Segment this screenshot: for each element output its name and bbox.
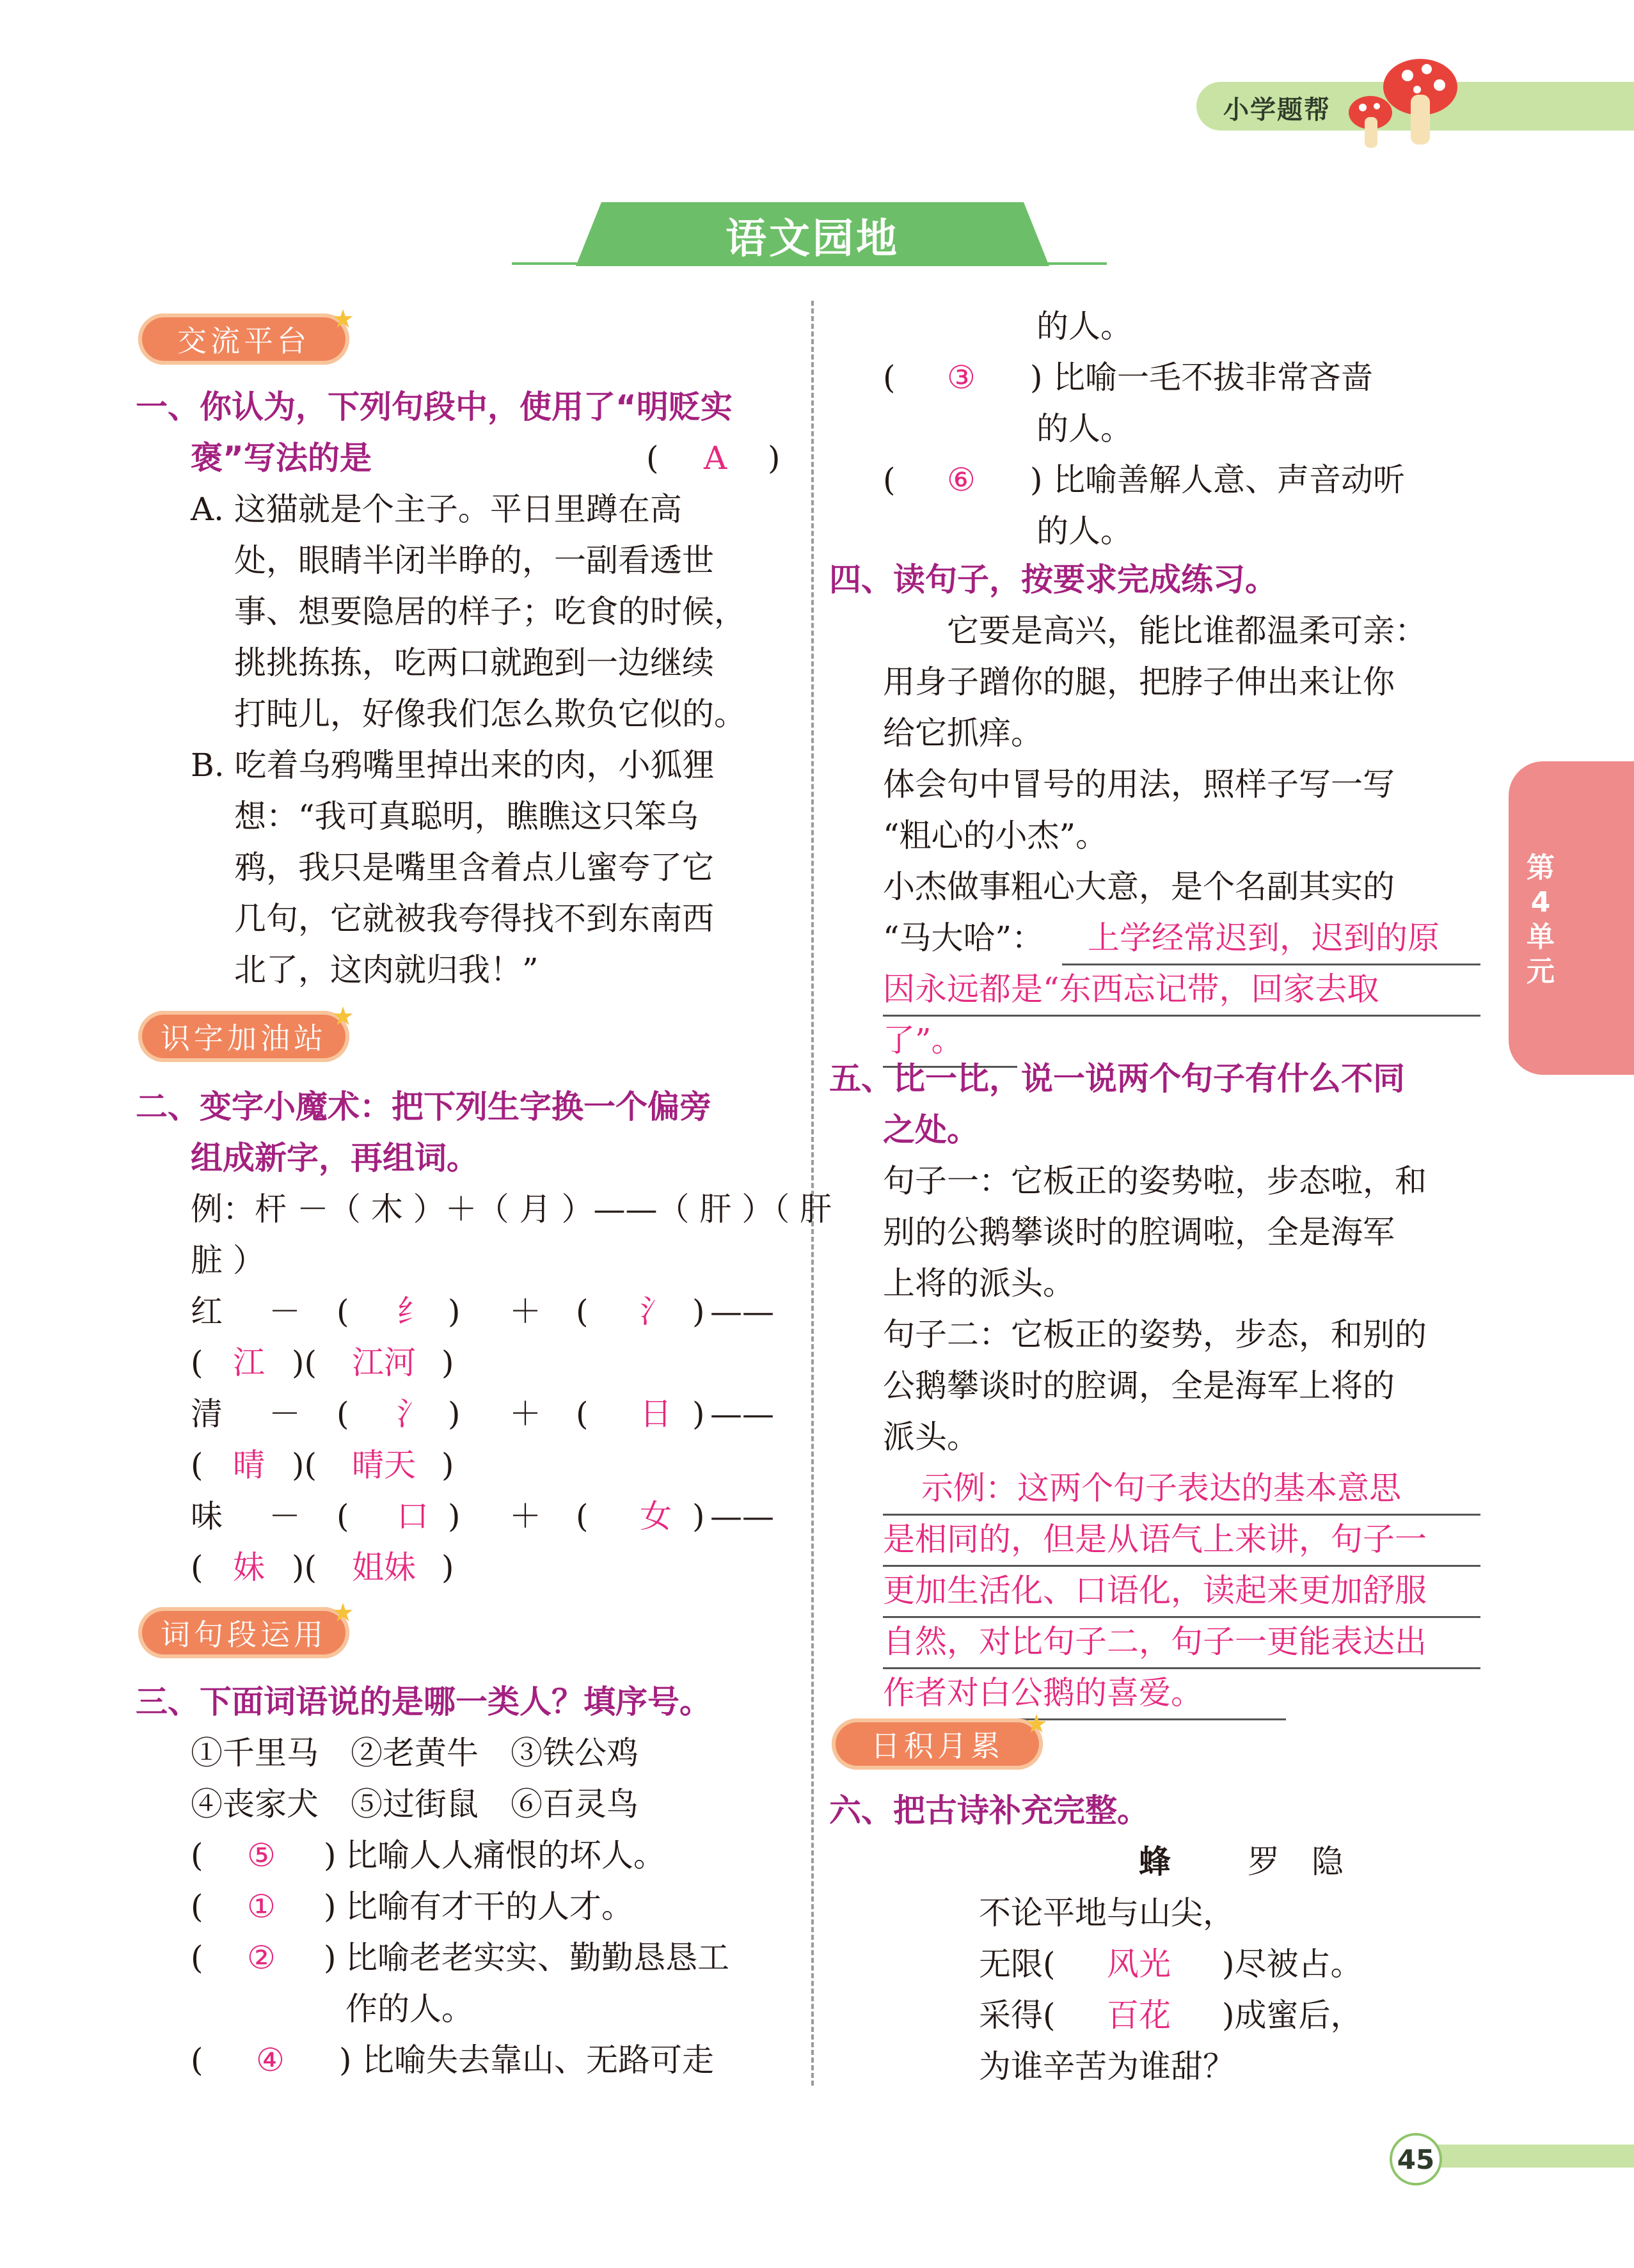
q3-paren: ) (1030, 461, 1043, 498)
q2-paren: ) (692, 1395, 705, 1432)
q1-answer: A (704, 440, 727, 477)
q2-paren: ) (441, 1549, 454, 1586)
q3-item-text-cont: 作的人。 (345, 1990, 473, 2027)
q1-option-b-line: B. 吃着乌鸦嘴里掉出来的肉，小狐狸 (191, 747, 715, 784)
section-badge-label: 交流平台 (177, 324, 310, 358)
q3-answer: ④ (256, 2042, 285, 2079)
q2-example-line1: 例：杆 －（ 木 ）＋（ 月 ）——（ 肝 ）（ 肝 (191, 1191, 832, 1228)
section-badge-literacy (138, 1002, 354, 1062)
q1-stem-line2: 褒”写法的是 (191, 440, 372, 477)
q1-option-b-line: 几句，它就被我夸得找不到东南西 (234, 900, 714, 937)
star-icon: ★ (1025, 1709, 1048, 1739)
star-icon: ★ (331, 1598, 354, 1628)
q3-paren: ) (1030, 359, 1043, 396)
poem-line-post: )尽被占。 (1222, 1946, 1363, 1983)
q3-item-text: 比喻人人痛恨的坏人。 (345, 1837, 665, 1874)
q2-paren: )( (292, 1447, 317, 1484)
q3-item-text-cont: 的人。 (1036, 512, 1132, 550)
poem-line-pre: 无限( (979, 1946, 1056, 1983)
q2-example-line2: 脏 ） (191, 1242, 265, 1279)
q2-add-radical: 氵 (640, 1293, 672, 1330)
q1-option-b-line: 鸦，我只是嘴里含着点儿蜜夸了它 (234, 849, 714, 886)
section-badge-label: 日积月累 (871, 1729, 1004, 1763)
q3-paren: ) (324, 1888, 337, 1925)
section-badge-label: 识字加油站 (161, 1021, 327, 1056)
q2-paren: ( (191, 1344, 203, 1381)
page-title: 语文园地 (726, 216, 900, 263)
section-badge-label: 词句段运用 (161, 1617, 327, 1652)
q2-paren: ) (448, 1293, 461, 1330)
q3-paren: ( (191, 2042, 203, 2079)
q5-sentence1-line: 上将的派头。 (883, 1265, 1075, 1302)
q2-paren: ( (191, 1447, 203, 1484)
q1-paren-open: ( (646, 440, 659, 477)
poem-author: 罗 隐 (1248, 1843, 1344, 1880)
q2-paren: ( (337, 1395, 349, 1432)
q2-paren: ( (337, 1293, 349, 1330)
q3-item-text: 比喻善解人意、声音动听 (1053, 461, 1405, 498)
q4-answer-line: 了”。 (883, 1015, 1017, 1068)
star-icon: ★ (331, 305, 354, 334)
q2-new-char: 妹 (233, 1549, 265, 1586)
q3-answer: ③ (947, 359, 976, 396)
q4-passage-line: 它要是高兴，能比谁都温柔可亲： (883, 612, 1427, 649)
q2-dash: —— (710, 1395, 774, 1432)
q2-dash: —— (710, 1498, 774, 1535)
q2-paren: ( (576, 1395, 589, 1432)
poem-title: 蜂 (1139, 1843, 1171, 1880)
q3-options-line1: ①千里马 ②老黄牛 ③铁公鸡 (191, 1734, 639, 1772)
q3-answer: ⑤ (247, 1837, 276, 1874)
q2-plus: ＋ (509, 1395, 541, 1432)
q5-sentence2-line: 派头。 (883, 1418, 979, 1455)
q2-minus: － (269, 1498, 301, 1535)
q2-word: 姐妹 (352, 1549, 416, 1586)
page-number-bar (1414, 2145, 1634, 2168)
q6-stem: 六、把古诗补充完整。 (829, 1792, 1149, 1829)
q2-new-char: 江 (233, 1344, 265, 1381)
q3-paren: ) (324, 1837, 337, 1874)
q5-answer-line: 更加生活化、口语化，读起来更加舒服 (883, 1565, 1480, 1618)
q1-option-a-line: 挑挑拣拣，吃两口就跑到一边继续 (234, 644, 714, 681)
q1-option-a-line: A. 这猫就是个主子。平日里蹲在高 (191, 491, 682, 528)
q5-stem-line1: 五、比一比，说一说两个句子有什么不同 (829, 1060, 1405, 1097)
q2-char: 清 (191, 1395, 223, 1432)
q1-stem-line1: 一、你认为，下列句段中，使用了“明贬实 (136, 388, 733, 425)
q1-paren-close: ) (768, 440, 781, 477)
q3-paren: ( (191, 1939, 203, 1976)
q3-answer: ⑥ (947, 461, 976, 498)
q2-paren: ) (448, 1498, 461, 1535)
q3-paren: ( (883, 359, 896, 396)
q4-passage-line: 用身子蹭你的腿，把脖子伸出来让你 (883, 663, 1395, 701)
q4-instruction-line: 体会句中冒号的用法，照样子写一写 (883, 766, 1395, 803)
q2-paren: ( (191, 1549, 203, 1586)
q3-item-text-cont: 的人。 (1036, 410, 1132, 447)
q2-paren: ( (337, 1498, 349, 1535)
q2-paren: ) (441, 1344, 454, 1381)
q2-paren: ) (448, 1395, 461, 1432)
mushroom-icon (1337, 50, 1465, 152)
q1-option-b-line: 北了，这肉就归我！” (234, 951, 539, 988)
q2-char: 红 (191, 1293, 223, 1330)
q2-add-radical: 日 (640, 1395, 672, 1432)
q2-plus: ＋ (509, 1498, 541, 1535)
q2-word: 晴天 (352, 1447, 416, 1484)
poem-line: 为谁辛苦为谁甜？ (979, 2048, 1235, 2085)
q5-answer-line: 示例：这两个句子表达的基本意思 (883, 1463, 1480, 1516)
q3-answer: ① (247, 1888, 276, 1925)
q3-paren: ) (324, 1939, 337, 1976)
q1-option-a-line: 打盹儿，好像我们怎么欺负它似的。 (234, 695, 746, 733)
q4-prompt-line: “马大哈”： (883, 919, 1044, 956)
q2-paren: ( (576, 1293, 589, 1330)
q4-passage-line: 给它抓痒。 (883, 715, 1043, 752)
q3-item-text: 比喻有才干的人才。 (345, 1888, 633, 1925)
q5-answer-line: 作者对白公鹅的喜爱。 (883, 1667, 1286, 1720)
q1-option-b-line: 想：“我可真聪明，瞧瞧这只笨乌 (234, 798, 699, 835)
q2-new-char: 晴 (233, 1447, 265, 1484)
q2-add-radical: 女 (640, 1498, 672, 1535)
q3-stem: 三、下面词语说的是哪一类人？填序号。 (136, 1683, 711, 1720)
q2-paren: ) (692, 1293, 705, 1330)
q3-item-text-cont: 的人。 (1036, 308, 1132, 345)
section-badge-exchange (138, 305, 354, 365)
q3-answer: ② (247, 1939, 276, 1976)
q3-paren: ( (191, 1888, 203, 1925)
q2-paren: )( (292, 1549, 317, 1586)
q3-paren: ( (191, 1837, 203, 1874)
q5-sentence2-line: 公鹅攀谈时的腔调，全是海军上将的 (883, 1367, 1395, 1404)
q2-remove-radical: 氵 (397, 1395, 429, 1432)
q2-char: 味 (191, 1498, 223, 1535)
page-number: 45 (1390, 2133, 1442, 2185)
poem-answer: 百花 (1107, 1997, 1171, 2034)
q5-answer-line: 自然，对比句子二，句子一更能表达出 (883, 1616, 1480, 1669)
q2-remove-radical: 纟 (397, 1293, 429, 1330)
q2-dash: —— (710, 1293, 774, 1330)
q3-paren: ) (339, 2042, 352, 2079)
q5-sentence1-line: 句子一：它板正的姿势啦，步态啦，和 (883, 1162, 1427, 1200)
q2-minus: － (269, 1293, 301, 1330)
poem-line-post: )成蜜后， (1222, 1997, 1363, 2034)
q4-instruction-line: “粗心的小杰”。 (883, 817, 1108, 854)
q5-sentence2-line: 句子二：它板正的姿势，步态，和别的 (883, 1316, 1427, 1353)
q2-word: 江河 (352, 1344, 416, 1381)
q2-stem-line2: 组成新字，再组词。 (191, 1139, 479, 1177)
star-icon: ★ (331, 1002, 354, 1031)
q1-option-a-line: 处，眼睛半闭半睁的，一副看透世 (234, 542, 714, 579)
q2-minus: － (269, 1395, 301, 1432)
q2-remove-radical: 口 (397, 1498, 429, 1535)
poem-answer: 风光 (1107, 1946, 1171, 1983)
q3-item-text: 比喻老老实实、勤勤恳恳工 (345, 1939, 729, 1976)
unit-side-tab-label: 第 4 单 元 (1527, 852, 1555, 988)
q4-answer-line: 上学经常迟到，迟到的原 (1062, 912, 1480, 965)
q1-option-a-line: 事、想要隐居的样子；吃食的时候， (234, 593, 746, 630)
q3-item-text: 比喻失去靠山、无路可走 (362, 2042, 714, 2079)
q4-prompt-line: 小杰做事粗心大意，是个名副其实的 (883, 868, 1395, 905)
q2-paren: ( (576, 1498, 589, 1535)
q2-paren: )( (292, 1344, 317, 1381)
section-badge-words (138, 1598, 354, 1658)
section-badge-accumulation (832, 1709, 1048, 1770)
q2-plus: ＋ (509, 1293, 541, 1330)
poem-line: 不论平地与山尖， (979, 1894, 1235, 1931)
q3-paren: ( (883, 461, 896, 498)
q4-answer-line: 因永远都是“东西忘记带，回家去取 (883, 964, 1480, 1017)
q3-options-line2: ④丧家犬 ⑤过街鼠 ⑥百灵鸟 (191, 1786, 639, 1823)
q4-stem: 四、读句子，按要求完成练习。 (829, 561, 1277, 598)
q5-answer-line: 是相同的，但是从语气上来讲，句子一 (883, 1514, 1480, 1567)
q5-stem-line2: 之处。 (883, 1111, 979, 1148)
q3-item-text: 比喻一毛不拔非常吝啬 (1053, 359, 1373, 396)
poem-line-pre: 采得( (979, 1997, 1056, 2034)
header-tag-label: 小学题帮 (1223, 95, 1331, 125)
q2-stem-line1: 二、变字小魔术：把下列生字换一个偏旁 (136, 1088, 711, 1125)
q2-paren: ) (692, 1498, 705, 1535)
q2-paren: ) (441, 1447, 454, 1484)
q5-sentence1-line: 别的公鹅攀谈时的腔调啦，全是海军 (883, 1214, 1395, 1251)
